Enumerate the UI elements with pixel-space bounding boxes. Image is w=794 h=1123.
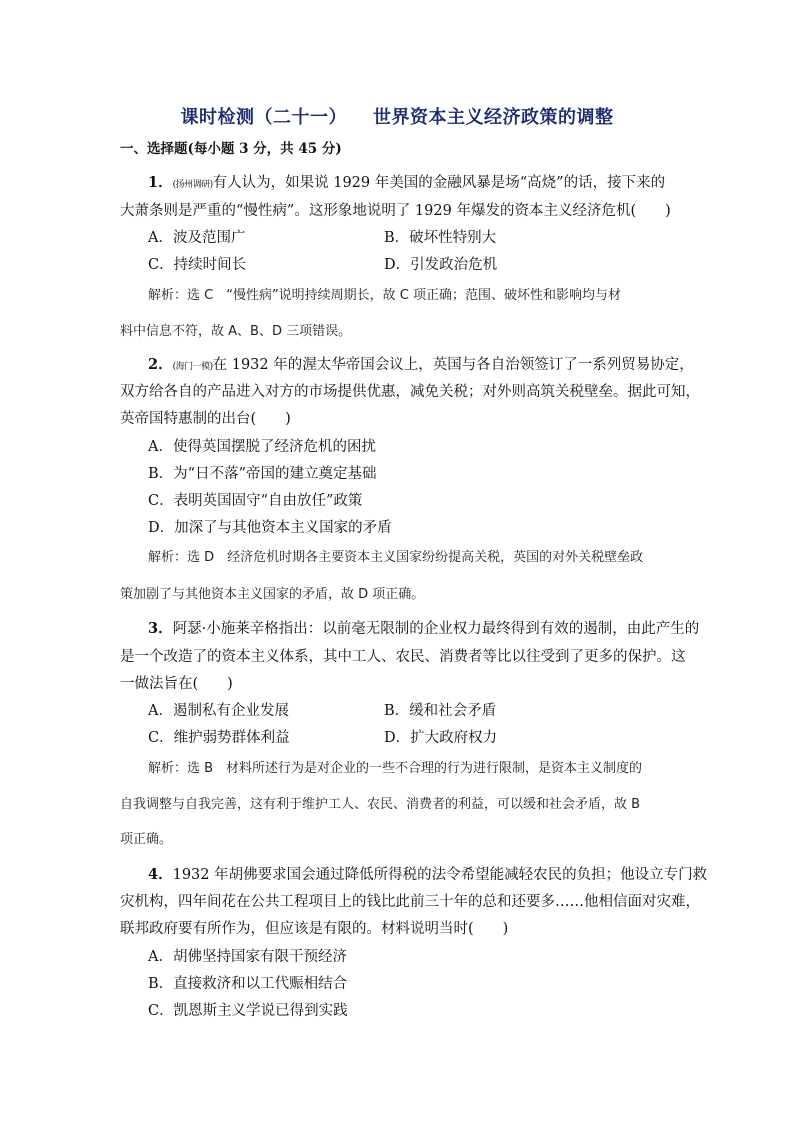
section-label: 一、选择题 <box>120 141 188 157</box>
question-source: (海门一模) <box>172 362 213 372</box>
question-1-option-b: B．破坏性特别大 <box>384 230 497 246</box>
question-3-answer-line-3: 项正确。 <box>120 832 173 847</box>
question-4-option-b: B．直接救济和以工代赈相结合 <box>148 976 348 992</box>
page-title <box>0 103 794 129</box>
question-3-answer-line-2: 自我调整与自我完善，这有利于维护工人、农民、消费者的利益，可以缓和社会矛盾，故 B <box>120 797 641 812</box>
question-1-option-d: D．引发政治危机 <box>384 257 498 273</box>
question-4-line-3: 联邦政府要有所作为，但应该是有限的。材料说明当时( ) <box>120 921 509 937</box>
question-3-line-2: 是一个改造了的资本主义体系，其中工人、农民、消费者等比以往受到了更多的保护。这 <box>120 649 686 665</box>
question-3-answer-line-1: 解析：选 B 材料所述行为是对企业的一些不合理的行为进行限制，是资本主义制度的 <box>148 761 643 776</box>
question-1-option-c: C．持续时间长 <box>148 257 247 273</box>
section-note: (每小题 3 分，共 45 分) <box>187 141 342 157</box>
question-4-line-2: 灾机构，四年间花在公共工程项目上的钱比此前三十年的总和还要多……他相信面对灾难， <box>120 894 700 910</box>
question-3-line-1: 3．阿瑟·小施莱辛格指出：以前毫无限制的企业权力最终得到有效的遏制，由此产生的 <box>148 620 700 637</box>
question-1-option-a: A．波及范围广 <box>148 230 246 246</box>
question-1-line-2: 大萧条则是严重的“慢性病”。这形象地说明了 1929 年爆发的资本主义经济危机( ) <box>120 203 671 219</box>
question-3-option-b: B．缓和社会矛盾 <box>384 703 497 719</box>
question-3-option-c: C．维护弱势群体利益 <box>148 730 290 746</box>
question-2-line-2: 双方给各自的产品进入对方的市场提供优惠，减免关税；对外则高筑关税壁垒。据此可知， <box>120 384 700 400</box>
question-source: (扬州调研) <box>172 180 213 190</box>
question-2-option-b: B．为“日不落”帝国的建立奠定基础 <box>148 466 377 482</box>
question-2-line-3: 英帝国特惠制的出台( ) <box>120 411 291 427</box>
section-heading <box>120 139 342 159</box>
title-right: 世界资本主义经济政策的调整 <box>373 107 614 128</box>
question-2-option-a: A．使得英国摆脱了经济危机的困扰 <box>148 439 376 455</box>
question-1-answer-line-1: 解析：选 C “慢性病”说明持续周期长，故 C 项正确；范围、破坏性和影响均与材 <box>148 288 622 303</box>
question-1-line-1: 1．(扬州调研)有人认为，如果说 1929 年美国的金融风暴是场“高烧”的话，接下来的 <box>148 174 666 191</box>
question-2-option-d: D．加深了与其他资本主义国家的矛盾 <box>148 520 392 536</box>
question-2-answer-line-1: 解析：选 D 经济危机时期各主要资本主义国家纷纷提高关税，英国的对外关税壁垒政 <box>148 550 644 565</box>
question-4-line-1: 4．1932 年胡佛要求国会通过降低所得税的法令希望能减轻农民的负担；他设立专门救 <box>148 866 708 883</box>
question-4-option-a: A．胡佛坚持国家有限干预经济 <box>148 949 347 965</box>
question-2-line-1: 2．(海门一模)在 1932 年的渥太华帝国会议上，英国与各自治领签订了一系列贸易协定， <box>148 356 694 373</box>
title-left: 课时检测（二十一） <box>180 107 347 128</box>
question-1-answer-line-2: 料中信息不符，故 A、B、D 三项错误。 <box>120 324 352 339</box>
question-3-option-a: A．遏制私有企业发展 <box>148 703 289 719</box>
question-4-option-c: C．凯恩斯主义学说已得到实践 <box>148 1003 348 1019</box>
question-2-answer-line-2: 策加剧了与其他资本主义国家的矛盾，故 D 项正确。 <box>120 587 425 602</box>
question-3-line-3: 一做法旨在( ) <box>120 676 233 692</box>
question-2-option-c: C．表明英国固守“自由放任”政策 <box>148 493 363 509</box>
question-3-option-d: D．扩大政府权力 <box>384 730 498 746</box>
